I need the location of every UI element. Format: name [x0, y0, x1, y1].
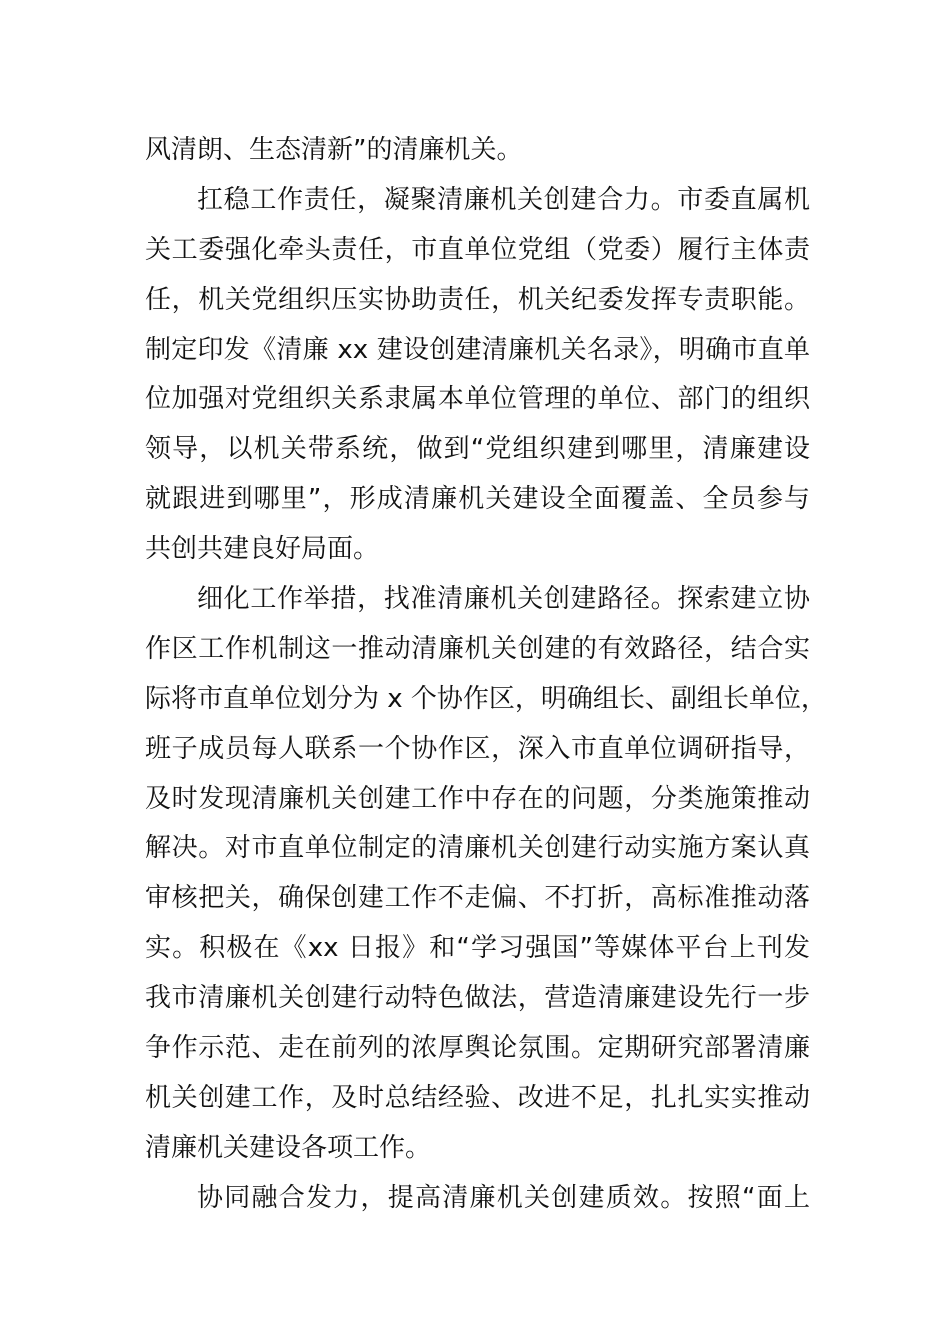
text-line: 领导，以机关带系统，做到“党组织建到哪里，清廉建设 — [145, 434, 810, 465]
text-line: 任，机关党组织压实协助责任，机关纪委发挥专责职能。 — [145, 284, 810, 315]
text-line: 际将市直单位划分为 x 个协作区，明确组长、副组长单位， — [145, 683, 827, 714]
text-line: 及时发现清廉机关创建工作中存在的问题，分类施策推动 — [145, 783, 810, 814]
text-line: 关工委强化牵头责任，市直单位党组（党委）履行主体责 — [145, 234, 810, 265]
text-line: 清廉机关建设各项工作。 — [145, 1132, 432, 1163]
text-line: 位加强对党组织关系隶属本单位管理的单位、部门的组织 — [145, 384, 810, 415]
text-line: 作区工作机制这一推动清廉机关创建的有效路径，结合实 — [145, 633, 810, 664]
text-line: 制定印发《清廉 xx 建设创建清廉机关名录》，明确市直单 — [145, 334, 810, 365]
text-line: 就跟进到哪里”，形成清廉机关建设全面覆盖、全员参与 — [145, 484, 810, 515]
text-line: 实。积极在《xx 日报》和“学习强国”等媒体平台上刊发 — [145, 933, 810, 964]
text-line: 机关创建工作，及时总结经验、改进不足，扎扎实实推动 — [145, 1082, 810, 1113]
text-line: 班子成员每人联系一个协作区，深入市直单位调研指导， — [145, 733, 810, 764]
text-line: 共创共建良好局面。 — [145, 534, 380, 565]
paragraph-first-line: 细化工作举措，找准清廉机关创建路径。探索建立协 — [197, 584, 810, 615]
text-line: 审核把关，确保创建工作不走偏、不打折，高标准推动落 — [145, 883, 810, 914]
paragraph-first-line: 协同融合发力，提高清廉机关创建质效。按照“面上 — [197, 1182, 810, 1213]
text-line: 解决。对市直单位制定的清廉机关创建行动实施方案认真 — [145, 833, 810, 864]
paragraph-first-line: 扛稳工作责任，凝聚清廉机关创建合力。市委直属机 — [197, 184, 810, 215]
text-line: 我市清廉机关创建行动特色做法，营造清廉建设先行一步 — [145, 983, 810, 1014]
text-line: 争作示范、走在前列的浓厚舆论氛围。定期研究部署清廉 — [145, 1033, 810, 1064]
document-body — [145, 126, 827, 1224]
text-line: 风清朗、生态清新”的清廉机关。 — [145, 135, 523, 165]
